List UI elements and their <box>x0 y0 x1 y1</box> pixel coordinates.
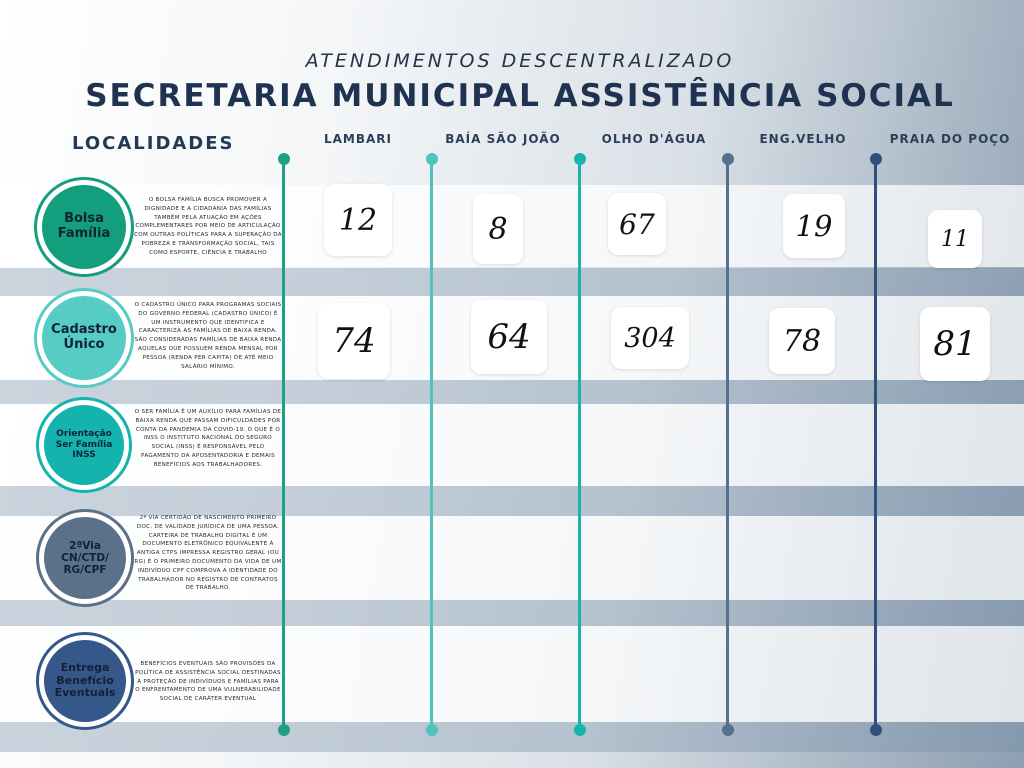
column-dot-bottom <box>278 724 290 736</box>
value-bolsa-familia-baia-sao-joao: 8 <box>473 194 523 264</box>
row-separator <box>0 600 1024 626</box>
category-label-ser-familia-inss: Orientação Ser Família INSS <box>44 405 124 485</box>
column-header-olho-dagua: OLHO D'ÁGUA <box>601 132 707 146</box>
column-line-lambari <box>282 159 285 729</box>
category-label-beneficio-eventuais: Entrega Benefício Eventuais <box>44 640 126 722</box>
row-separator <box>0 486 1024 516</box>
category-label-segunda-via: 2ªVia CN/CTD/ RG/CPF <box>44 517 126 599</box>
category-circle-cadastro-unico <box>34 288 134 388</box>
value-cadastro-unico-praia-do-poco: 81 <box>920 307 990 381</box>
description-segunda-via: 2ª VIA CERTIDÃO DE NASCIMENTO PRIMEIRO DOC. DE VALIDADE JURÍDICA DE UMA PESSOA. CARTEIRA DE TRABALHO DIGITAL É UM DOCUMENTO ELETRÔNICO EQUIVALENTE À ANTIGA CTPS IMPRESSA REGISTRO GERAL (OU RG) É O PRIMEIRO DOCUMENTO DA VIDA DE UM INDIVÍDUO CPF COMPROVA A IDENTIDADE DO TRABALHADOR NO REGISTRO DE CONTRATOS DE TRABALHO. <box>134 515 282 592</box>
page-title: SECRETARIA MUNICIPAL ASSISTÊNCIA SOCIAL <box>85 78 955 114</box>
value-cadastro-unico-olho-dagua: 304 <box>611 307 689 369</box>
page-subtitle: ATENDIMENTOS DESCENTRALIZADO <box>305 50 735 72</box>
column-dot-top <box>870 153 882 165</box>
category-circle-bolsa-familia <box>34 177 134 277</box>
description-ser-familia-inss: O SER FAMÍLIA É UM AUXÍLIO PARA FAMÍLIAS DE BAIXA RENDA QUE PASSAM DIFICULDADES POR CONTA DA PANDEMIA DA COVID-19. O QUE É O INSS O INSTITUTO NACIONAL DO SEGURO SOCIAL (INSS) É RESPONSÁVEL PELO PAGAMENTO DA APOSENTADORIA E DEMAIS BENEFÍCIOS AOS TRABALHADORES. <box>134 409 282 468</box>
column-dot-bottom <box>574 724 586 736</box>
column-line-praia-do-poco <box>874 159 877 729</box>
column-header-baia-sao-joao: BAÍA SÃO JOÃO <box>445 132 561 146</box>
category-label-bolsa-familia: Bolsa Família <box>42 185 126 269</box>
column-dot-top <box>722 153 734 165</box>
description-beneficio-eventuais: BENEFÍCIOS EVENTUAIS SÃO PROVISÕES DA POLÍTICA DE ASSISTÊNCIA SOCIAL DESTINADAS À PROTEÇÃO DE INDIVÍDUOS E FAMÍLIAS PARA O ENFRENTAMENTO DE UMA VULNERABILIDADE SOCIAL DE CARÁTER EVENTUAL <box>135 661 281 703</box>
column-dot-top <box>278 153 290 165</box>
column-dot-top <box>426 153 438 165</box>
value-bolsa-familia-lambari: 12 <box>324 184 392 256</box>
value-cadastro-unico-baia-sao-joao: 64 <box>471 300 547 374</box>
column-line-olho-dagua <box>578 159 581 729</box>
value-bolsa-familia-olho-dagua: 67 <box>608 193 666 255</box>
column-header-lambari: LAMBARI <box>323 132 392 146</box>
value-bolsa-familia-eng-velho: 19 <box>783 194 845 258</box>
value-cadastro-unico-eng-velho: 78 <box>769 308 835 374</box>
category-circle-segunda-via <box>36 509 134 607</box>
row-separator <box>0 268 1024 296</box>
column-header-praia-do-poco: PRAIA DO POÇO <box>889 132 1011 146</box>
row-separator <box>0 380 1024 404</box>
column-line-baia-sao-joao <box>430 159 433 729</box>
localidades-label: LOCALIDADES <box>72 133 235 154</box>
value-cadastro-unico-lambari: 74 <box>318 303 390 379</box>
category-circle-beneficio-eventuais <box>36 632 134 730</box>
column-header-eng-velho: ENG.VELHO <box>759 132 847 146</box>
category-label-cadastro-unico: Cadastro Único <box>42 296 126 380</box>
category-circle-ser-familia-inss <box>36 397 132 493</box>
column-line-eng-velho <box>726 159 729 729</box>
value-bolsa-familia-praia-do-poco: 11 <box>928 210 982 268</box>
column-dot-top <box>574 153 586 165</box>
column-dot-bottom <box>426 724 438 736</box>
description-cadastro-unico: O CADASTRO ÚNICO PARA PROGRAMAS SOCIAIS DO GOVERNO FEDERAL (CADASTRO ÚNICO) É UM INSTRUMENTO QUE IDENTIFICA E CARACTERIZA AS FAMÍLIAS DE BAIXA RENDA. SÃO CONSIDERADAS FAMÍLIAS DE BAIXA RENDA AQUELAS QUE POSSUEM RENDA MENSAL POR PESSOA (RENDA PER CAPITA) DE ATÉ MEIO SALÁRIO MÍNIMO. <box>134 302 282 370</box>
description-bolsa-familia: O BOLSA FAMÍLIA BUSCA PROMOVER A DIGNIDADE E A CIDADANIA DAS FAMÍLIAS TAMBÉM PELA ATUAÇÃO EM AÇÕES COMPLEMENTARES POR MEIO DE ARTICULAÇÃO COM OUTRAS POLÍTICAS PARA A SUPERAÇÃO DA POBREZA E TRANSFORMAÇÃO SOCIAL, TAIS COMO ESPORTE, CIÊNCIA E TRABALHO <box>134 197 282 256</box>
column-dot-bottom <box>870 724 882 736</box>
column-dot-bottom <box>722 724 734 736</box>
